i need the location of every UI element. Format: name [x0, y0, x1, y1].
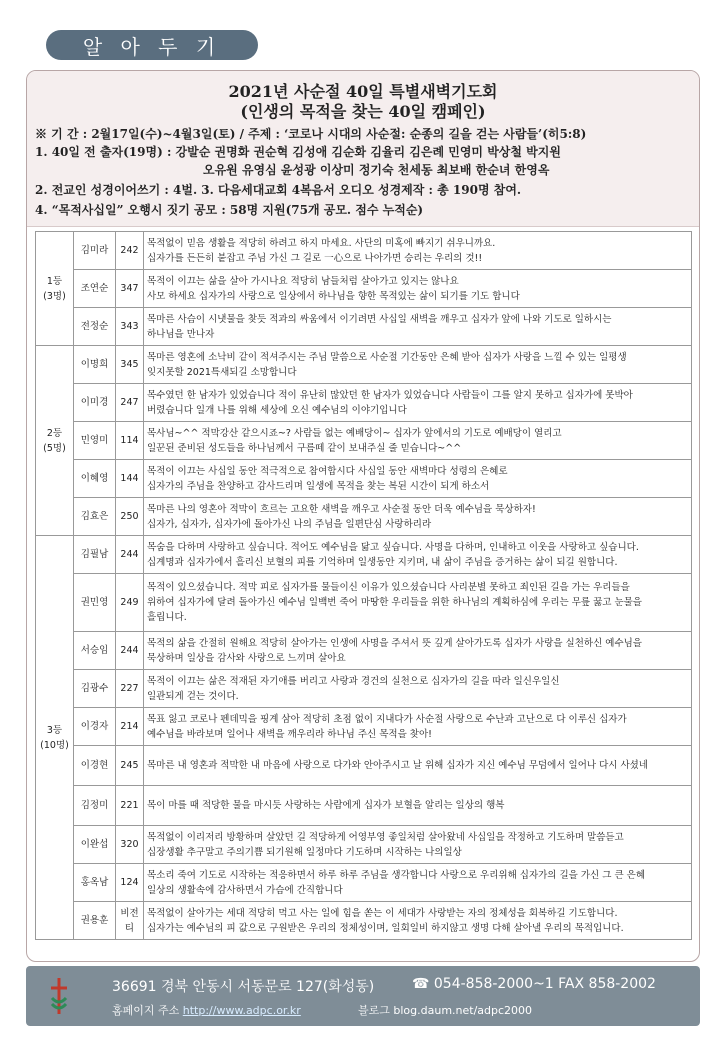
award-poem-line: 예수님을 바라보며 일어나 새벽을 깨우리라 하나님 주신 목적을 찾아! [147, 728, 432, 740]
award-name: 권용훈 [74, 902, 116, 940]
award-row [36, 708, 692, 746]
award-poem [144, 864, 692, 902]
award-name: 김정미 [74, 786, 116, 826]
award-poem-line: 십자가는 예수님의 피 값으로 구원받은 우리의 정체성이며, 일회일비 하지않고 생명 다해 살아낼 우리의 목적입니다. [147, 922, 624, 934]
award-number: 245 [116, 746, 144, 786]
award-row [36, 536, 692, 574]
church-cross-logo-icon [48, 976, 70, 1016]
award-poem [144, 232, 692, 270]
notice-bible-copy: 2. 전교인 성경이어쓰기 : 4벌. 3. 다음세대교회 4복음서 오디오 성경제작 : 총 190명 참여. [35, 183, 522, 197]
award-poem [144, 270, 692, 308]
award-number: 247 [116, 384, 144, 422]
award-poem-line: 십자가의 주님을 찬양하고 감사드리며 일생에 목적을 찾는 복된 시간이 되게 하소서 [147, 480, 490, 492]
award-number: 144 [116, 460, 144, 498]
award-row [36, 826, 692, 864]
award-name: 김광수 [74, 670, 116, 708]
award-poem [144, 826, 692, 864]
footer-homepage [112, 1002, 301, 1018]
award-poem [144, 308, 692, 346]
award-poem-line: 목사님~^^ 적막강산 같으시죠~? 사람들 없는 예배당이~ 십자가 앞에서의 기도로 예배당이 열리고 [147, 427, 562, 439]
award-number: 320 [116, 826, 144, 864]
award-poem-line: 잊지못할 2021특새되길 소망합니다 [147, 366, 297, 378]
award-poem [144, 460, 692, 498]
award-number: 250 [116, 498, 144, 536]
award-poem-line: 목적이 이끄는 사십일 동안 적극적으로 참여합시다 사십일 동안 새벽마다 성령의 은혜로 [147, 465, 508, 477]
award-poem-line: 목적의 삶을 간절히 원해요 적당히 살아가는 인생에 사명을 주셔서 뜻 깊게 살아가도록 십자가 사랑을 실천하신 예수님을 [147, 637, 642, 649]
award-number: 249 [116, 574, 144, 632]
award-poem [144, 902, 692, 940]
award-number: 221 [116, 786, 144, 826]
award-row [36, 670, 692, 708]
award-poem-line: 목마른 내 영혼과 적막한 내 마음에 사랑으로 다가와 안아주시고 날 위해 십자가 지신 예수님 무덤에서 일어나 다시 사셨네 [147, 760, 649, 771]
award-name: 서승임 [74, 632, 116, 670]
award-name: 권민영 [74, 574, 116, 632]
notice-subtitle: (인생의 목적을 찾는 40일 캠페인) [240, 102, 486, 121]
award-rank-count: (5명) [43, 442, 66, 454]
award-poem-line: 목적이 있으셨습니다. 적막 피로 십자가를 물들이신 이유가 있으셨습니다 사리분별 못하고 죄인된 길을 가는 우리들을 [147, 582, 630, 593]
award-poem-line: 일상의 생활속에 감사하면서 가슴에 간직합니다 [147, 884, 343, 896]
award-row [36, 422, 692, 460]
award-rank-count: (10명) [40, 739, 69, 751]
award-row [36, 384, 692, 422]
award-row [36, 864, 692, 902]
content-panel [26, 70, 700, 962]
notice-box [27, 71, 699, 227]
award-poem-line: 목이 마를 때 적당한 물을 마시듯 사랑하는 사람에게 십자가 보혈을 알리는 일상의 행복 [147, 800, 505, 811]
award-poem-line: 위하여 십자가에 달려 돌아가신 예수님 일백번 죽어 마땅한 우리들을 위한 하나님의 계획하심에 우리는 무릎 꿇고 눈물을 [147, 597, 642, 608]
award-poem [144, 346, 692, 384]
award-name: 김필남 [74, 536, 116, 574]
award-number: 242 [116, 232, 144, 270]
award-row [36, 308, 692, 346]
award-name: 이명희 [74, 346, 116, 384]
award-rank [36, 346, 74, 536]
award-poem-line: 목숨을 다하며 사랑하고 싶습니다. 적어도 예수님을 닮고 싶습니다. 사명을 다하며, 인내하고 이웃을 사랑하고 싶습니다. [147, 541, 639, 553]
award-poem-line: 목적이 이끄는 삶은 적재된 자기애를 버리고 사랑과 경건의 실천으로 십자가의 길을 따라 일신우일신 [147, 675, 560, 687]
award-row [36, 460, 692, 498]
award-row [36, 786, 692, 826]
award-number: 214 [116, 708, 144, 746]
award-number: 343 [116, 308, 144, 346]
footer-address: 36691 경북 안동시 서동문로 127(화성동) [112, 979, 375, 995]
award-poem-line: 목표 잃고 코로나 펜데믹을 핑계 삼아 적당히 초점 없이 지내다가 사순절 사랑으로 수난과 고난으로 다 이루신 십자가 [147, 713, 627, 725]
award-row [36, 902, 692, 940]
award-name: 이미경 [74, 384, 116, 422]
award-poem-line: 흘립니다. [147, 612, 187, 623]
award-name: 조연순 [74, 270, 116, 308]
award-poem-line: 일꾼된 준비된 성도들을 하나님께서 구름떼 같이 보내주실 줄 믿습니다~^^ [147, 442, 462, 454]
award-poem [144, 670, 692, 708]
award-poem [144, 786, 692, 826]
award-row [36, 498, 692, 536]
award-poem [144, 708, 692, 746]
award-poem-line: 목적없이 살아가는 세대 적당히 먹고 사는 일에 힘을 쏟는 이 세대가 사랑받는 자의 정체성을 회복하길 기도합니다. [147, 907, 618, 919]
award-row [36, 232, 692, 270]
award-number: 114 [116, 422, 144, 460]
award-row [36, 574, 692, 632]
award-poem [144, 574, 692, 632]
notice-contest: 4. “목적사십일” 오행시 짓기 공모 : 58명 지원(75개 공모. 점수 누적순) [35, 203, 424, 217]
notice-title: 2021년 사순절 40일 특별새벽기도회 [228, 82, 498, 101]
award-rank-label: 1등 [46, 275, 63, 287]
award-name: 이경현 [74, 746, 116, 786]
award-name: 이혜영 [74, 460, 116, 498]
award-number: 124 [116, 864, 144, 902]
award-row [36, 746, 692, 786]
award-name: 이경자 [74, 708, 116, 746]
homepage-link[interactable]: http://www.adpc.or.kr [182, 1004, 301, 1017]
award-poem-line: 버렸습니다 일개 나를 위해 세상에 오신 예수님의 이야기입니다 [147, 404, 407, 416]
award-poem-line: 목적이 이끄는 삶을 살아 가시나요 적당히 남들처럼 살아가고 있지는 않나요 [147, 275, 459, 287]
notice-perfect-attendance-2: 오유원 유영심 윤성광 이상미 정기숙 천세동 최보배 한순녀 한영옥 [203, 163, 550, 177]
award-rank [36, 536, 74, 940]
award-poem [144, 384, 692, 422]
award-poem-line: 십장생활 추구말고 주의기쁨 되기원해 일정마다 기도하며 시작하는 나의일상 [147, 846, 462, 858]
award-rank-count: (3명) [43, 290, 66, 302]
award-number: 244 [116, 536, 144, 574]
awards-table [35, 231, 692, 940]
award-number: 347 [116, 270, 144, 308]
award-poem-line: 사모 하세요 십자가의 사랑으로 일상에서 하나님을 향한 목적있는 삶이 되기를 기도 합니다 [147, 290, 520, 302]
award-rank-label: 3등 [46, 724, 63, 736]
award-row [36, 346, 692, 384]
award-poem-line: 십자가, 십자가, 십자가에 돌아가신 나의 주님을 일편단심 사랑하리라 [147, 518, 432, 530]
award-poem-line: 목적없이 이리저리 방황하며 살았던 길 적당하게 어영부영 좋일처럼 살아왔네 사십일을 작정하고 기도하며 말씀듣고 [147, 831, 624, 843]
award-poem-line: 목마른 나의 영혼아 적막이 흐르는 고요한 새벽을 깨우고 사순절 동안 더욱 예수님을 묵상하자! [147, 503, 536, 515]
homepage-label: 홈페이지 주소 [112, 1004, 180, 1017]
footer [26, 966, 700, 1026]
footer-phone: ☎ 054-858-2000~1 FAX 858-2002 [412, 976, 656, 992]
award-name: 민영미 [74, 422, 116, 460]
award-poem-line: 묵상하며 일상을 감사와 사랑으로 느끼며 살아요 [147, 652, 346, 664]
award-number: 227 [116, 670, 144, 708]
award-name: 이완섭 [74, 826, 116, 864]
award-number: 244 [116, 632, 144, 670]
award-poem-line: 십자가를 든든히 붙잡고 주님 가신 그 길로 一心으로 나아가면 승리는 우리의 것!! [147, 252, 483, 264]
award-name: 전정순 [74, 308, 116, 346]
notice-period: ※ 기 간 : 2월17일(수)~4월3일(토) / 주제 : ‘코로나 시대의 사순절: 순종의 길을 걷는 사람들’(히5:8) [35, 127, 587, 141]
award-poem-line: 하나님을 만나자 [147, 328, 215, 340]
award-poem [144, 422, 692, 460]
award-name: 홍옥남 [74, 864, 116, 902]
award-row [36, 270, 692, 308]
award-poem [144, 632, 692, 670]
award-poem-line: 목적없이 믿음 생활을 적당히 하려고 하지 마세요. 사단의 미혹에 빠지기 쉬우니까요. [147, 237, 496, 249]
award-poem-line: 목마른 영혼에 소낙비 같이 적셔주시는 주님 말씀으로 사순절 기간동안 은혜 받아 십자가 사랑을 느낄 수 있는 일평생 [147, 351, 627, 363]
award-poem-line: 일관되게 걷는 것이다. [147, 690, 239, 702]
award-number: 비전티 [116, 902, 144, 940]
award-name: 김미라 [74, 232, 116, 270]
award-poem-line: 목마른 사슴이 시냇물을 찾듯 적과의 싸움에서 이기려면 사십일 새벽을 깨우고 십자가 앞에 나와 기도로 일하시는 [147, 313, 612, 325]
award-poem-line: 목수였던 한 남자가 있었습니다 적이 유난히 많았던 한 남자가 있었습니다 사람들이 그를 알지 못하고 십자가에 못박아 [147, 389, 633, 401]
award-poem [144, 536, 692, 574]
award-poem-line: 십계명과 십자가에서 흘리신 보혈의 피를 기억하며 일생동안 지키며, 내 삶이 주님을 증거하는 삶이 되길 원합니다. [147, 556, 618, 568]
award-row [36, 632, 692, 670]
award-poem [144, 746, 692, 786]
notice-perfect-attendance: 1. 40일 전 출자(19명) : 강발순 권명화 권순혁 김성애 김순화 김율리 김은례 민영미 박상철 박지원 [35, 145, 561, 159]
award-rank-label: 2등 [46, 427, 63, 439]
award-name: 김효은 [74, 498, 116, 536]
award-number: 345 [116, 346, 144, 384]
award-poem-line: 목소리 죽여 기도로 시작하는 적응하면서 하루 하루 주님을 생각합니다 사랑으로 우리위해 십자가의 길을 가신 그 큰 은혜 [147, 869, 645, 881]
award-poem [144, 498, 692, 536]
award-rank [36, 232, 74, 346]
section-title: 알 아 두 기 [82, 34, 222, 59]
section-title-badge [46, 30, 258, 60]
footer-blog: 블로그 blog.daum.net/adpc2000 [358, 1004, 533, 1017]
